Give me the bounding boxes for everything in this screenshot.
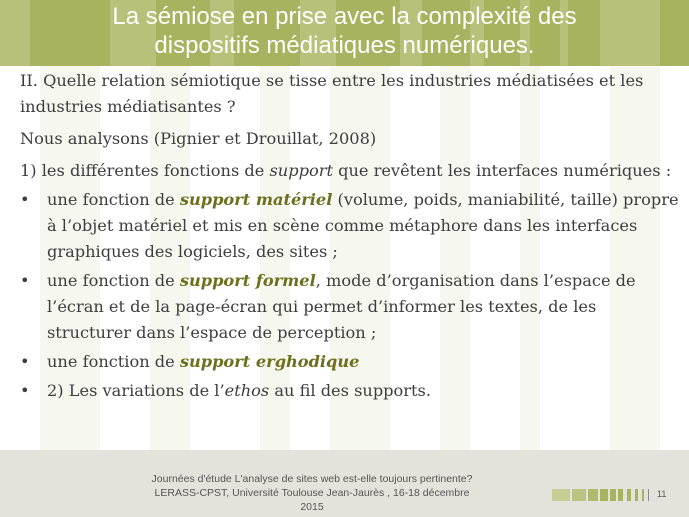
footer-bar [642, 489, 644, 501]
question-text: II. Quelle relation sémiotique se tisse entre les industries médiatisées et les industries médiatisantes ? [20, 71, 644, 116]
footer-bar [627, 489, 631, 501]
page-number: 11 [657, 489, 667, 499]
bullet-suffix: (volume, poids, maniabilité, taille) propre à l’objet matériel et mis en scène comme métaphore dans les interfaces graphiques des logiciels, des sites ; [47, 190, 679, 261]
point-1-suffix: que revêtent les interfaces numériques : [332, 161, 672, 180]
point-2-emphasis: ethos [224, 381, 270, 400]
point-1 [20, 158, 680, 184]
bullet-prefix: une fonction de [47, 271, 180, 290]
bullet-marker: • [20, 381, 30, 400]
footer-bar [648, 489, 649, 501]
footer-line-3: 2015 [300, 501, 324, 513]
slide-body [20, 66, 680, 404]
slide-title-line-2: dispositifs médiatiques numériques. [154, 32, 535, 59]
analysis-intro: Nous analysons (Pignier et Drouillat, 2008) [20, 129, 377, 148]
bullet-marker: • [20, 271, 30, 290]
point-2-suffix: au fil des supports. [269, 381, 431, 400]
bullet-emphasis: support erghodique [179, 352, 360, 371]
bullet-emphasis: support matériel [179, 190, 333, 209]
footer-line-1: Journées d'étude L'analyse de sites web est-elle toujours pertinente? [151, 473, 473, 485]
slide-content [0, 66, 689, 450]
footer-line-2: LERASS-CPST, Université Toulouse Jean-Jaurès , 16-18 décembre [154, 487, 470, 499]
footer-conference-info [112, 472, 512, 514]
footer-decorative-bars [552, 489, 662, 503]
footer-bar [635, 489, 638, 501]
bullet-suffix: , mode d’organisation dans l’espace de l’écran et de la page-écran qui permet d’informer les textes, de les structurer dans l’espace de perception ; [47, 271, 636, 342]
bullet-marker: • [20, 352, 30, 371]
footer-bar [572, 489, 586, 501]
slide-title [0, 2, 689, 60]
footer-bar [588, 489, 598, 501]
bullet-emphasis: support formel [179, 271, 316, 290]
footer-bar [600, 489, 608, 501]
bullet-marker: • [20, 190, 30, 209]
bullet-prefix: une fonction de [47, 352, 180, 371]
slide-title-line-1: La sémiose en prise avec la complexité des [112, 3, 577, 30]
slide-footer [0, 450, 689, 517]
bullet-prefix: une fonction de [47, 190, 180, 209]
bullet-support-erghodique [20, 349, 680, 375]
bullet-support-formel [20, 268, 680, 346]
bullet-support-materiel [20, 187, 680, 265]
slide-header [0, 0, 689, 66]
bullet-point-2 [20, 378, 680, 404]
point-1-emphasis: support [269, 161, 333, 180]
footer-bar [552, 489, 570, 501]
point-1-prefix: 1) les différentes fonctions de [20, 161, 270, 180]
footer-bar [618, 489, 623, 501]
footer-bar [610, 489, 616, 501]
point-2-prefix: 2) Les variations de l’ [47, 381, 225, 400]
